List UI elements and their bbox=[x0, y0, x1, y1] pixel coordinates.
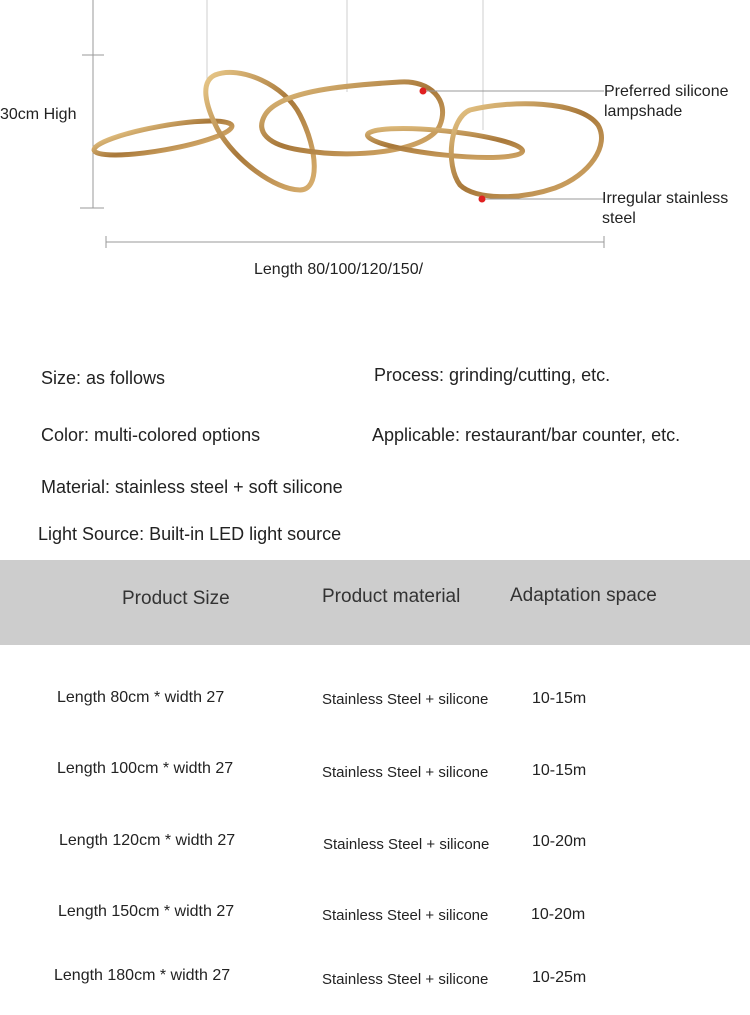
lamp-diagram bbox=[0, 0, 750, 300]
height-label: 30cm High bbox=[0, 106, 77, 123]
cell-space: 10-20m bbox=[532, 833, 587, 850]
cell-size: Length 180cm * width 27 bbox=[54, 967, 231, 984]
cell-space: 10-15m bbox=[532, 762, 587, 779]
cell-size: Length 150cm * width 27 bbox=[58, 903, 235, 920]
cell-material: Stainless Steel + silicone bbox=[322, 907, 489, 924]
cell-material: Stainless Steel + silicone bbox=[323, 836, 490, 853]
column-header-size: Product Size bbox=[122, 588, 230, 609]
cell-size: Length 100cm * width 27 bbox=[57, 760, 234, 777]
ring-flat bbox=[366, 123, 524, 163]
cell-material: Stainless Steel + silicone bbox=[322, 971, 489, 988]
cell-material: Stainless Steel + silicone bbox=[322, 691, 489, 708]
callout-steel-line1: Irregular stainless bbox=[602, 190, 729, 207]
length-label: Length 80/100/120/150/ bbox=[254, 261, 424, 278]
cell-size: Length 80cm * width 27 bbox=[57, 689, 225, 706]
cell-space: 10-25m bbox=[532, 969, 587, 986]
table-header bbox=[0, 560, 750, 645]
steel-marker bbox=[479, 196, 486, 203]
cell-size: Length 120cm * width 27 bbox=[59, 832, 236, 849]
spec-light-source: Light Source: Built-in LED light source bbox=[38, 524, 342, 544]
callout-silicone-line2: lampshade bbox=[604, 103, 683, 120]
spec-material: Material: stainless steel + soft silicone bbox=[41, 477, 343, 497]
spec-applicable: Applicable: restaurant/bar counter, etc. bbox=[372, 425, 681, 445]
cell-space: 10-15m bbox=[532, 690, 587, 707]
spec-size: Size: as follows bbox=[41, 368, 166, 388]
spec-color: Color: multi-colored options bbox=[41, 425, 261, 445]
ring-loop-b bbox=[262, 82, 443, 154]
cell-material: Stainless Steel + silicone bbox=[322, 764, 489, 781]
silicone-marker bbox=[420, 88, 427, 95]
ring-right bbox=[451, 104, 601, 197]
cell-space: 10-20m bbox=[531, 906, 586, 923]
height-dimension bbox=[80, 0, 104, 208]
spec-process: Process: grinding/cutting, etc. bbox=[374, 365, 611, 385]
length-dimension bbox=[106, 236, 604, 248]
callout-steel bbox=[602, 189, 750, 229]
column-header-space: Adaptation space bbox=[510, 585, 657, 606]
callout-silicone bbox=[604, 82, 750, 122]
column-header-material: Product material bbox=[322, 586, 461, 607]
callout-steel-line2: steel bbox=[602, 210, 636, 227]
callout-silicone-line1: Preferred silicone bbox=[604, 83, 729, 100]
